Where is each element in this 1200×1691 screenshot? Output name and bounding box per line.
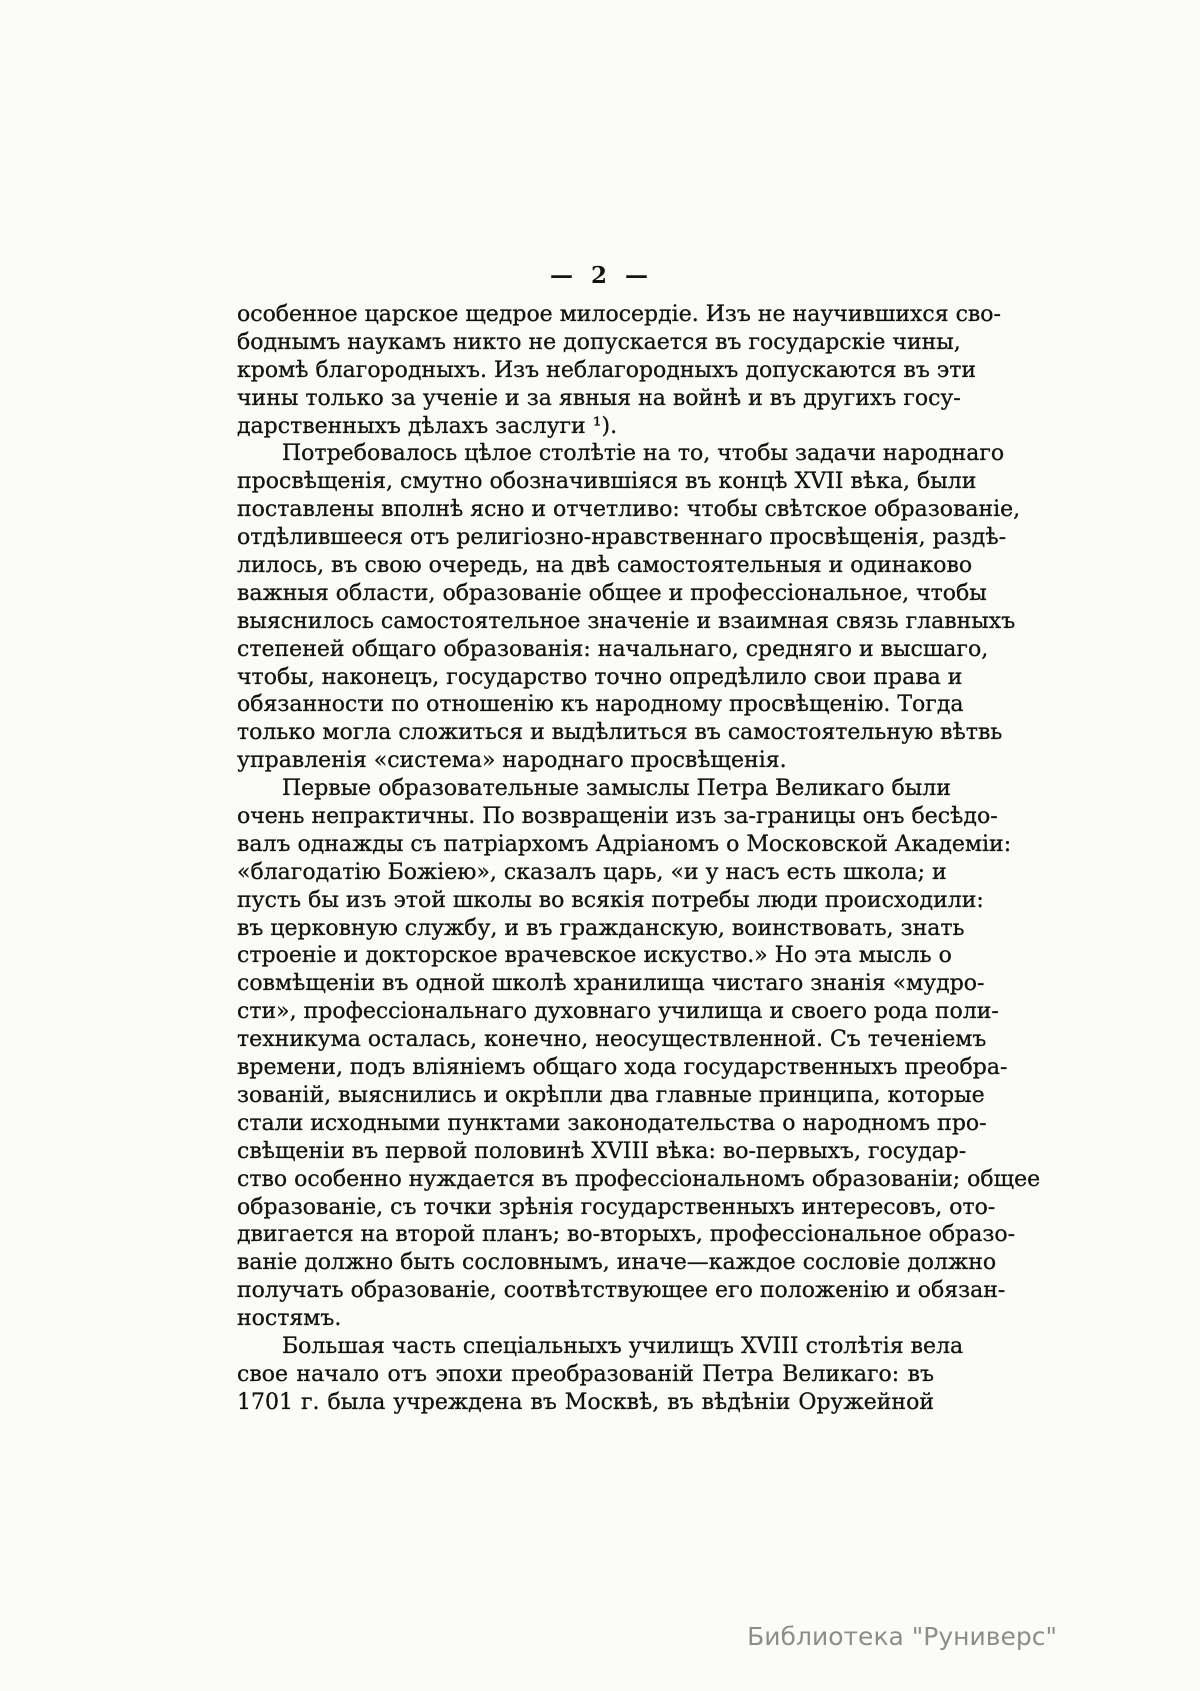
text-line: образованіе, съ точки зрѣнія государственныхъ интересовъ, ото- bbox=[237, 1194, 996, 1220]
text-line: очень непрактичны. По возвращеніи изъ за-границы онъ бесѣдо- bbox=[237, 804, 998, 830]
text-line: управленія «система» народнаго просвѣщенія. bbox=[237, 748, 787, 774]
text-line: свѣщеніи въ первой половинѣ XVIII вѣка: во-первыхъ, государ- bbox=[237, 1138, 967, 1164]
text-line: зованій, выяснились и окрѣпли два главные принципа, которые bbox=[237, 1082, 985, 1108]
text-line: техникума осталась, конечно, неосуществленной. Съ теченіемъ bbox=[237, 1027, 987, 1053]
text-line: совмѣщеніи въ одной школѣ хранилища чистаго знанія «мудро- bbox=[237, 971, 985, 997]
text-line: Большая часть спеціальныхъ училищъ XVIII столѣтія вела bbox=[282, 1333, 964, 1359]
text-line: ностямъ. bbox=[237, 1306, 342, 1332]
text-line: «благодатію Божіею», сказалъ царь, «и у насъ есть школа; и bbox=[237, 859, 947, 885]
text-line: пусть бы изъ этой школы во всякія потребы люди происходили: bbox=[237, 887, 984, 913]
text-line: важныя области, образованіе общее и профессіональное, чтобы bbox=[237, 580, 987, 606]
text-line: Первые образовательные замыслы Петра Великаго были bbox=[282, 776, 951, 802]
text-line: валъ однажды съ патріархомъ Адріаномъ о Московской Академіи: bbox=[237, 831, 1012, 857]
text-line: степеней общаго образованія: начальнаго, средняго и высшаго, bbox=[237, 636, 989, 662]
text-line: времени, подъ вліяніемъ общаго хода государственныхъ преобра- bbox=[237, 1055, 1008, 1081]
text-line: особенное царское щедрое милосердіе. Изъ не научившихся сво- bbox=[237, 302, 1001, 327]
text-line: стали исходными пунктами законодательства о народномъ про- bbox=[237, 1110, 987, 1136]
text-line: отдѣлившееся отъ религіозно-нравственнаго просвѣщенія, раздѣ- bbox=[237, 525, 1007, 551]
page-number-header: — 2 — bbox=[549, 262, 651, 289]
text-line: поставлены вполнѣ ясно и отчетливо: чтобы свѣтское образованіе, bbox=[237, 497, 1021, 523]
text-line: дарственныхъ дѣлахъ заслуги ¹). bbox=[237, 413, 618, 439]
text-line: 1701 г. была учреждена въ Москвѣ, въ вѣдѣніи Оружейной bbox=[237, 1389, 934, 1415]
text-line: сти», профессіональнаго духовнаго училища и своего рода поли- bbox=[237, 999, 999, 1025]
text-line: обязанности по отношенію къ народному просвѣщенію. Тогда bbox=[237, 692, 964, 718]
text-line: лилось, въ свою очередь, на двѣ самостоятельныя и одинаково bbox=[237, 553, 973, 579]
text-line: чины только за ученіе и за явныя на войнѣ и въ другихъ госу- bbox=[237, 385, 961, 411]
text-line: ваніе должно быть сословнымъ, иначе—каждое сословіе должно bbox=[237, 1250, 997, 1276]
text-line: свое начало отъ эпохи преобразованій Петра Великаго: въ bbox=[237, 1361, 934, 1387]
text-line: Потребовалось цѣлое столѣтіе на то, чтобы задачи народнаго bbox=[282, 441, 1005, 467]
text-line: кромѣ благородныхъ. Изъ неблагородныхъ допускаются въ эти bbox=[237, 357, 977, 383]
library-watermark: Библиотека "Руниверс" bbox=[747, 1622, 1057, 1651]
text-line: чтобы, наконецъ, государство точно опредѣлило свои права и bbox=[237, 664, 963, 690]
text-line: боднымъ наукамъ никто не допускается въ государскіе чины, bbox=[237, 329, 961, 355]
paragraph bbox=[237, 301, 1001, 440]
text-line: въ церковную службу, и въ гражданскую, воинствовать, знать bbox=[237, 915, 965, 941]
text-line: получать образованіе, соотвѣтствующее его положенію и обязан- bbox=[237, 1278, 1006, 1304]
text-line: двигается на второй планъ; во-вторыхъ, профессіональное образо- bbox=[237, 1222, 1016, 1248]
paragraph bbox=[237, 1333, 964, 1417]
text-line: только могла сложиться и выдѣлиться въ самостоятельную вѣтвь bbox=[237, 720, 1003, 746]
text-line: просвѣщенія, смутно обозначившіяся въ концѣ XVII вѣка, были bbox=[237, 469, 977, 495]
text-line: выяснилось самостоятельное значеніе и взаимная связь главныхъ bbox=[237, 608, 1016, 634]
text-line: строеніе и докторское врачевское искуство.» Но эта мысль о bbox=[237, 943, 952, 969]
text-line: ство особенно нуждается въ профессіональномъ образованіи; общее bbox=[237, 1166, 1041, 1192]
paragraph bbox=[237, 440, 1021, 775]
paragraph bbox=[237, 775, 1041, 1333]
text-block bbox=[237, 301, 1041, 1417]
